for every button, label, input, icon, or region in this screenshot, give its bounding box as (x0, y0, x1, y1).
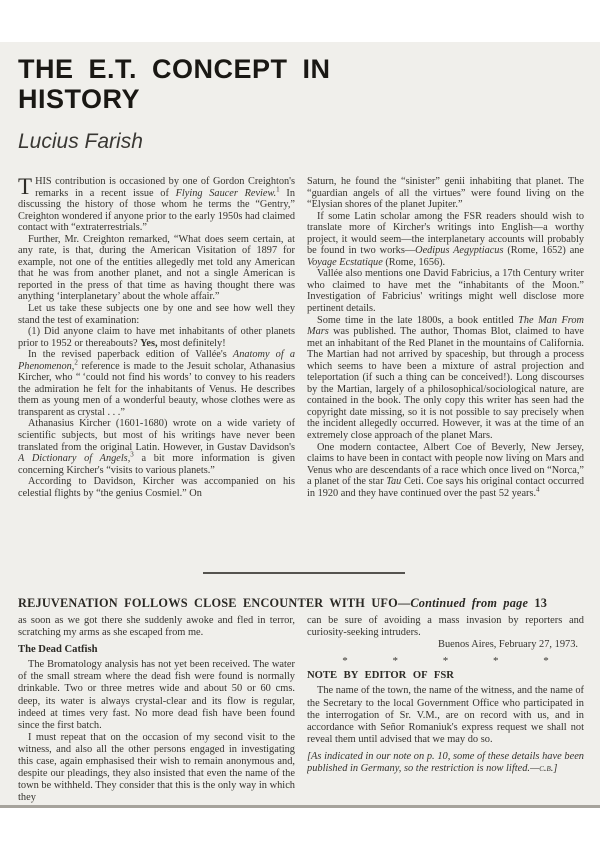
paragraph: Further, Mr. Creighton remarked, “What does seem certain, at any rate, is that, during the American Visitation of 1897 for example, not one of the entities allegedly met told any American that he was from another planet, and not a single American is reported in the press of that time as having thought there was anything ‘interplanetary’ about the whole affair.” (18, 233, 295, 303)
paragraph-text: HIS contribution is occasioned by one of Gordon Creighton's remarks in a recent issue of Flying Saucer Review.$^1$ In discussing the history of those whom he terms the “Gentry,” Creighton wondered if anyone prior to the early 1950s had claimed contact with “extraterrestrials.” (18, 176, 295, 234)
paragraph: as soon as we got there she suddenly awoke and fled in terror, scratching my arms as she escaped from me. (18, 615, 295, 639)
continuation-column-left (18, 615, 295, 807)
paragraph-dropcap (18, 176, 295, 234)
drop-cap: T (18, 176, 33, 199)
article-column-left (18, 176, 295, 560)
page-title (18, 54, 331, 114)
editor-note: [As indicated in our note on p. 10, some of these details have been published in Germany, so the restriction is now lifted.—c.b.] (307, 750, 584, 775)
article-body (18, 176, 584, 560)
continuation-body (18, 615, 584, 807)
subsection-heading-dead-catfish: The Dead Catfish (18, 644, 98, 656)
paragraph: One modern contactee, Albert Coe of Beverly, New Jersey, claims to have been in contact with people now living on Mars and Venus who are descendants of a race which once lived on “Norca,” a planet of the star Tau Ceti. Coe says his original contact occurred in 1920 and they have continued over the past 52 years.$^4$ (307, 441, 584, 499)
paragraph: The Bromatology analysis has not yet been received. The water of the small stream where the dead fish were found is normally drinkable. Two or three metres wide and about 50 or 60 cms. deep, its water is always crystal-clear and its flow is regular, indeed at times very fast. No more dead fish have been found since the first batch. (18, 659, 295, 731)
page-title-line1: THE E.T. CONCEPT IN (18, 54, 331, 84)
author-name: Lucius Farish (18, 130, 143, 153)
continuation-column-right (307, 615, 584, 807)
continuation-heading: REJUVENATION FOLLOWS CLOSE ENCOUNTER WITH UFO—Continued from page 13 (18, 596, 548, 610)
paragraph: The name of the town, the name of the witness, and the name of the Secretary to the local Government Office who participated in the interrogation of Sr. V.M., are on record with us, and in accordance with Señor Romaniuk's express request we shall not reveal them until advised that we may do so. (307, 685, 584, 745)
paragraph: Let us take these subjects one by one and see how well they stand the test of examination: (18, 303, 295, 326)
paragraph: can be sure of avoiding a mass invasion by reporters and curiosity-seeking intruders. (307, 615, 584, 639)
section-divider-rule (203, 572, 405, 574)
paragraph: If some Latin scholar among the FSR readers should wish to translate more of Kircher's writings into English—a worthy project, it would seem—the interplanetary accounts will probably be found in two works—Oedipus Aegyptiacus (Rome, 1652) ane Voyage Ecstatique (Rome, 1656). (307, 210, 584, 268)
paragraph: Saturn, he found the “sinister” genii inhabiting that planet. The “guardian angels of all the virtues” were found living on the “Elysian shores of the planet Jupiter.” (307, 176, 584, 211)
subsection-heading-editor-note: NOTE BY EDITOR OF FSR (307, 670, 454, 682)
article-column-right (307, 176, 584, 560)
paragraph: In the revised paperback edition of Vallée's Anatomy of a Phenomenon,$^2$ reference is made to the Jesuit scholar, Athanasius Kircher, who “ ‘could not find his words’ to convey to his readers the admiration he felt for the inhabitants of Venus. He describes them as young men of a wonderful beauty, whose clothes were as transparent as crystal . . .” (18, 349, 295, 418)
dateline: Buenos Aires, February 27, 1973. (438, 639, 578, 651)
page-title-line2: HISTORY (18, 84, 141, 114)
paragraph: According to Davidson, Kircher was accompanied on his celestial flights by “the genius Cosmiel.” On (18, 476, 295, 499)
paragraph: Athanasius Kircher (1601-1680) wrote on a wide variety of scientific subjects, but most of his writings have never been translated from the original Latin. However, in Gustav Davidson's A Dictionary of Angels,$^3$ a bit more information is given concerning Kircher's “visits to various planets.” (18, 418, 295, 476)
paragraph: I must repeat that on the occasion of my second visit to the witness, and also all the other persons engaged in investigating this case, again emphasised their wish to remain anonymous and, despite our pleadings, they also insisted that even the name of the town be withheld. They consider that this is the only way in which they (18, 731, 295, 804)
paragraph: Vallée also mentions one David Fabricius, a 17th Century writer who claimed to have met the “inhabitants of the Moon.” Investigation of Fabricius' writings might well disclose more pertinent details. (307, 268, 584, 315)
paragraph: (1) Did anyone claim to have met inhabitants of other planets prior to 1952 or thereabouts? Yes, most definitely! (18, 326, 295, 349)
asterisk-separator: * * * * * (342, 655, 549, 668)
paragraph: Some time in the late 1800s, a book entitled The Man From Mars was published. The author, Thomas Blot, claimed to have met an inhabitant of the Red Planet in the mountains of California. The Martian had not arrived by spaceship, but through a process which seems to have been a mixture of astral projection and teleportation (if such a thing can be conceived!). Long discourses by the Martian, largely of a philosophical/sociological nature, are contained in the book. The only copy this writer has seen had the copyright date missing, so it is not possible to say precisely when the incident allegedly occurred. However, it was at the time of an extremely close approach of the planet Mars. (307, 314, 584, 442)
magazine-page (0, 42, 600, 808)
